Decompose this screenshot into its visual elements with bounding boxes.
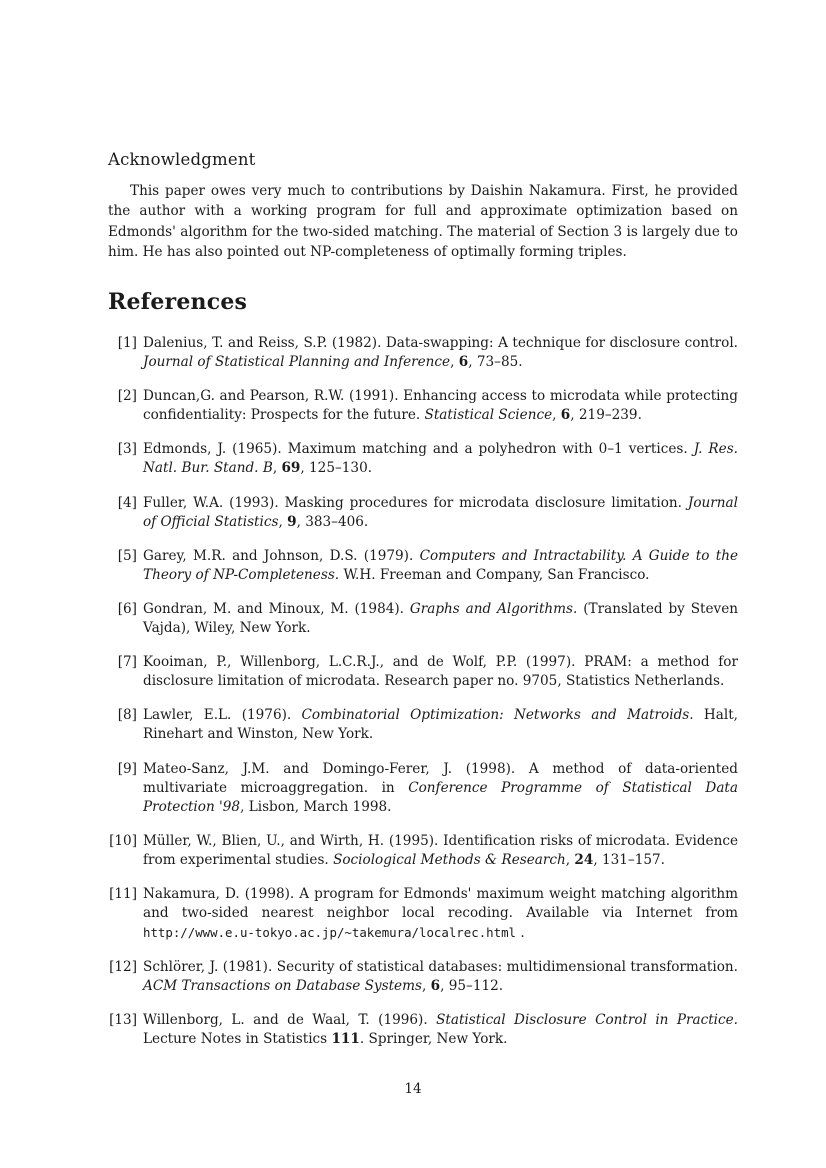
- reference-number: [4]: [117, 494, 137, 511]
- reference-volume: 69: [281, 460, 301, 477]
- reference-text-part: , Lisbon, March 1998.: [240, 798, 392, 815]
- reference-text: [143, 441, 738, 476]
- reference-text: [143, 886, 738, 941]
- reference-authors-title: Dalenius, T. and Reiss, S.P. (1982). Data-swapping: A technique for disclosure control.: [143, 335, 738, 351]
- reference-text: [143, 335, 738, 370]
- reference-authors-title: Willenborg, L. and de Waal, T. (1996).: [143, 1012, 437, 1029]
- reference-pages: , 131–157.: [593, 851, 665, 868]
- reference-pages: .: [516, 924, 525, 941]
- reference-text: [143, 601, 738, 636]
- reference-text: [143, 761, 738, 815]
- reference-authors-title: Duncan,G. and Pearson, R.W. (1991). Enhancing access to microdata while protecting confidentiality: Prospects for the future.: [143, 388, 738, 424]
- reference-pages: , 383–406.: [296, 513, 369, 530]
- reference-item: [108, 440, 738, 478]
- reference-volume: 6: [560, 407, 571, 424]
- reference-url[interactable]: http://www.e.u-tokyo.ac.jp/~takemura/localrec.html: [143, 924, 516, 940]
- reference-number: [13]: [109, 1012, 137, 1029]
- reference-item: [108, 387, 738, 425]
- reference-venue: Combinatorial Optimization: Networks and Matroids.: [301, 707, 694, 724]
- reference-authors-title: Edmonds, J. (1965). Maximum matching and a polyhedron with 0–1 vertices.: [143, 441, 694, 458]
- reference-text-part: ,: [278, 513, 288, 530]
- reference-item: [108, 653, 738, 691]
- reference-text: [143, 548, 738, 583]
- reference-text-part: Halt, Rinehart and Winston, New York.: [143, 707, 738, 743]
- reference-number: [8]: [117, 707, 137, 724]
- reference-number: [2]: [117, 388, 137, 405]
- reference-item: [108, 958, 738, 996]
- reference-number: [12]: [109, 959, 137, 976]
- reference-authors-title: Garey, M.R. and Johnson, D.S. (1979).: [143, 547, 420, 564]
- reference-item: [108, 760, 738, 817]
- reference-venue: ACM Transactions on Database Systems: [143, 978, 422, 995]
- reference-text-part: ,: [421, 978, 431, 995]
- reference-text-part: ,: [450, 354, 459, 370]
- reference-number: [11]: [109, 885, 137, 902]
- reference-authors-title: Müller, W., Blien, U., and Wirth, H. (1995). Identification risks of microdata. Evidence from experimental studies.: [143, 832, 738, 868]
- reference-text: [143, 654, 738, 689]
- reference-pages: , 73–85.: [468, 354, 523, 370]
- reference-number: [3]: [117, 441, 137, 458]
- reference-volume: 9: [287, 513, 297, 530]
- reference-authors-title: Gondran, M. and Minoux, M. (1984).: [143, 600, 410, 617]
- reference-number: [5]: [117, 547, 137, 564]
- reference-pages: , 219–239.: [570, 407, 642, 424]
- reference-item: [108, 600, 738, 638]
- reference-venue: Conference Programme of Statistical Data Protection '98: [143, 779, 738, 815]
- reference-list: [108, 334, 738, 1064]
- reference-pages: , 95–112.: [440, 978, 504, 995]
- page-number: 14: [404, 1081, 422, 1097]
- reference-venue: Journal of Statistical Planning and Inference: [143, 354, 451, 370]
- reference-authors-title: Schlörer, J. (1981). Security of statistical databases: multidimensional transformation.: [143, 959, 738, 976]
- references-heading: References: [108, 289, 248, 315]
- reference-item: [108, 706, 738, 744]
- reference-volume: 111: [331, 1031, 360, 1048]
- reference-number: [9]: [117, 760, 137, 777]
- reference-volume: 6: [458, 354, 469, 370]
- reference-number: [10]: [109, 832, 137, 849]
- reference-number: [6]: [117, 600, 137, 617]
- reference-authors-title: Fuller, W.A. (1993). Masking procedures for microdata disclosure limitation.: [143, 494, 688, 511]
- reference-volume: 24: [574, 851, 594, 868]
- reference-text-part: ,: [565, 851, 575, 868]
- reference-text: [143, 495, 738, 530]
- reference-venue: J. Res. Natl. Bur. Stand. B: [143, 441, 738, 477]
- reference-text-part: ,: [552, 407, 561, 424]
- reference-pages: , 125–130.: [300, 460, 373, 477]
- reference-text: [143, 707, 738, 742]
- acknowledgment-heading: Acknowledgment: [108, 150, 256, 169]
- reference-venue: Computers and Intractability. A Guide to the Theory of NP-Completeness.: [143, 547, 738, 583]
- reference-pages: . Springer, New York.: [359, 1031, 508, 1048]
- reference-volume: 6: [430, 978, 441, 995]
- reference-venue: Statistical Disclosure Control in Practice.: [436, 1012, 739, 1029]
- reference-text-part: Lecture Notes in Statistics: [143, 1031, 332, 1048]
- reference-text: [143, 959, 738, 994]
- reference-text: [143, 1012, 738, 1047]
- reference-item: [108, 1011, 738, 1049]
- reference-venue: Sociological Methods & Research: [333, 851, 566, 868]
- reference-number: [1]: [117, 335, 137, 351]
- reference-item: [108, 885, 738, 943]
- reference-venue: Statistical Science: [424, 407, 553, 424]
- reference-number: [7]: [117, 654, 137, 671]
- reference-authors-title: Nakamura, D. (1998). A program for Edmonds' maximum weight matching algorithm and two-sided nearest neighbor local recoding. Available via Internet from: [143, 885, 738, 921]
- reference-text: [143, 388, 738, 423]
- acknowledgment-body: This paper owes very much to contributions by Daishin Nakamura. First, he provided the author with a working program for full and approximate optimization based on Edmonds' algorithm for the two-sided matching. The material of Section 3 is largely due to him. He has also pointed out NP-completeness of optimally forming triples.: [108, 183, 738, 261]
- reference-item: [108, 494, 738, 532]
- reference-authors-title: Kooiman, P., Willenborg, L.C.R.J., and de Wolf, P.P. (1997). PRAM: a method for disclosure limitation of microdata. Research paper no. 9705, Statistics Netherlands.: [143, 654, 738, 690]
- reference-text-part: (Translated by Steven Vajda), Wiley, New York.: [143, 600, 738, 636]
- reference-text-part: W.H. Freeman and Company, San Francisco.: [339, 566, 650, 583]
- reference-item: [108, 832, 738, 870]
- reference-item: [108, 547, 738, 585]
- reference-authors-title: Lawler, E.L. (1976).: [143, 707, 302, 724]
- reference-venue: Journal of Official Statistics: [143, 494, 738, 530]
- reference-authors-title: Mateo-Sanz, J.M. and Domingo-Ferer, J. (1998). A method of data-oriented multivariate microaggregation. in: [143, 760, 738, 796]
- reference-item: [108, 334, 738, 372]
- reference-text: [143, 833, 738, 868]
- reference-text-part: ,: [272, 460, 282, 477]
- reference-venue: Graphs and Algorithms.: [409, 600, 578, 617]
